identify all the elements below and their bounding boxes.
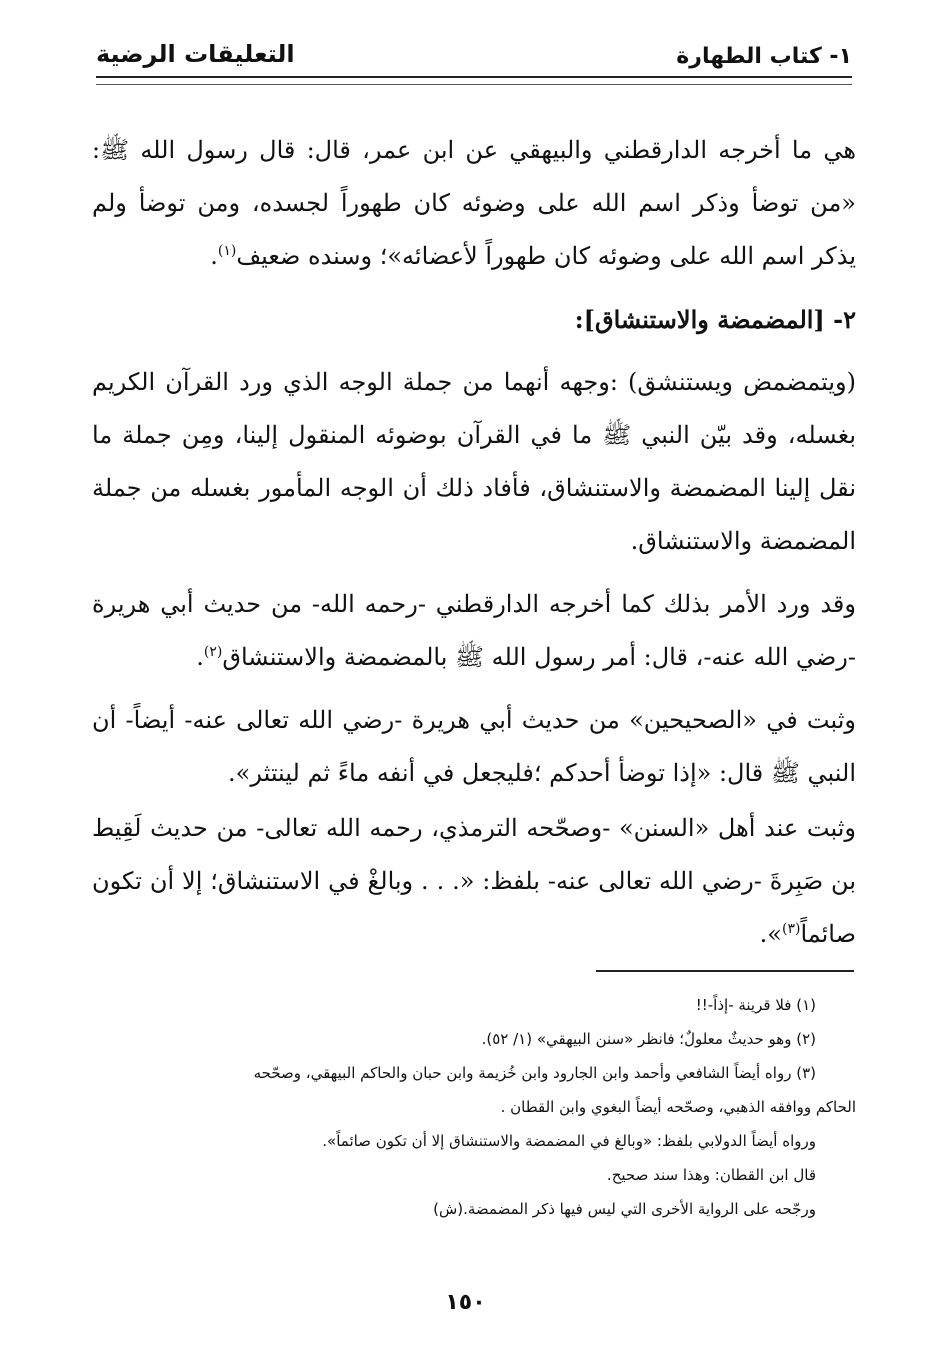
footnote-3: (٣) رواه أيضاً الشافعي وأحمد وابن الجارود وابن خُزيمة وابن حبان والحاكم البيهقي، وصحّحه: [253, 1064, 816, 1082]
paragraph-4: وثبت في «الصحيحين» من حديث أبي هريرة -رضي الله تعالى عنه- أيضاً- أن النبي ﷺ قال: «إذا توضأ أحدكم ؛فليجعل في أنفه ماءً ثم لينتثر».: [92, 706, 856, 787]
footnote-ref-2[interactable]: (٢): [203, 644, 223, 660]
paragraph-5-end: ».: [759, 920, 782, 948]
paragraph-5: [92, 802, 856, 961]
footnote-3-continued: الحاكم ووافقه الذهبي، وصحّحه أيضاً البغوي وابن القطان .: [500, 1098, 856, 1116]
footnote-3-preference: ورجّحه على الرواية الأخرى التي ليس فيها ذكر المضمضة.(ش): [433, 1200, 816, 1218]
footnote-3-variant: ورواه أيضاً الدولابي بلفظ: «وبالغ في المضمضة والاستنشاق إلا أن تكون صائماً».: [322, 1132, 816, 1150]
footnote-ref-3[interactable]: (٣): [781, 921, 801, 937]
header-rule: [96, 76, 852, 85]
paragraph-1-text: هي ما أخرجه الدارقطني والبيهقي عن ابن عمر، قال: قال رسول الله ﷺ: «من توضأ وذكر اسم الله على وضوئه كان طهوراً لجسده، ومن توضأ ولم يذكر اسم الله على وضوئه كان طهوراً لأعضائه»؛ وسنده ضعيف: [92, 136, 856, 270]
paragraph-2: (ويتمضمض ويستنشق) :وجهه أنهما من جملة الوجه الذي ورد القرآن الكريم بغسله، وقد بيّن النبي ﷺ ما في القرآن بوضوئه المنقول إلينا، ومِن جملة ما نقل إلينا المضمضة والاستنشاق، فأفاد ذلك أن الوجه المأمور بغسله من جملة المضمضة والاستنشاق.: [92, 368, 856, 555]
paragraph-1: [92, 124, 856, 283]
chapter-title: ١- كتاب الطهارة: [676, 44, 852, 69]
book-title: التعليقات الرضية: [96, 40, 295, 68]
footnote-1: (١) فلا قرينة -إذاً-!!: [695, 996, 816, 1014]
page-number: ١٥٠: [445, 1290, 486, 1315]
paragraph-3-text: وقد ورد الأمر بذلك كما أخرجه الدارقطني -رحمه الله- من حديث أبي هريرة -رضي الله عنه-، قال: أمر رسول الله ﷺ بالمضمضة والاستنشاق: [92, 590, 856, 671]
footnote-ref-1[interactable]: (١): [217, 243, 237, 259]
paragraph-3-end: .: [196, 643, 204, 671]
footnote-separator: [596, 970, 854, 972]
running-header: [96, 38, 852, 78]
footnote-2: (٢) وهو حديثٌ معلولٌ؛ فانظر «سنن البيهقي» (١/ ٥٢).: [481, 1030, 816, 1048]
paragraph-5-text: وثبت عند أهل «السنن» -وصحّحه الترمذي، رحمه الله تعالى- من حديث لَقِيط بن صَبِرةَ -رضي الله تعالى عنه- بلفظ: «. . . وبالغْ في الاستنشاق؛ إلا أن تكون صائماً: [92, 814, 856, 948]
paragraph-1-end: .: [210, 242, 218, 270]
footnote-3-grading: قال ابن القطان: وهذا سند صحيح.: [606, 1166, 816, 1184]
paragraph-3: [92, 578, 856, 684]
footnotes: [92, 988, 856, 1226]
section-heading: ٢- [المضمضة والاستنشاق]:: [574, 305, 856, 334]
main-text: [92, 124, 856, 961]
